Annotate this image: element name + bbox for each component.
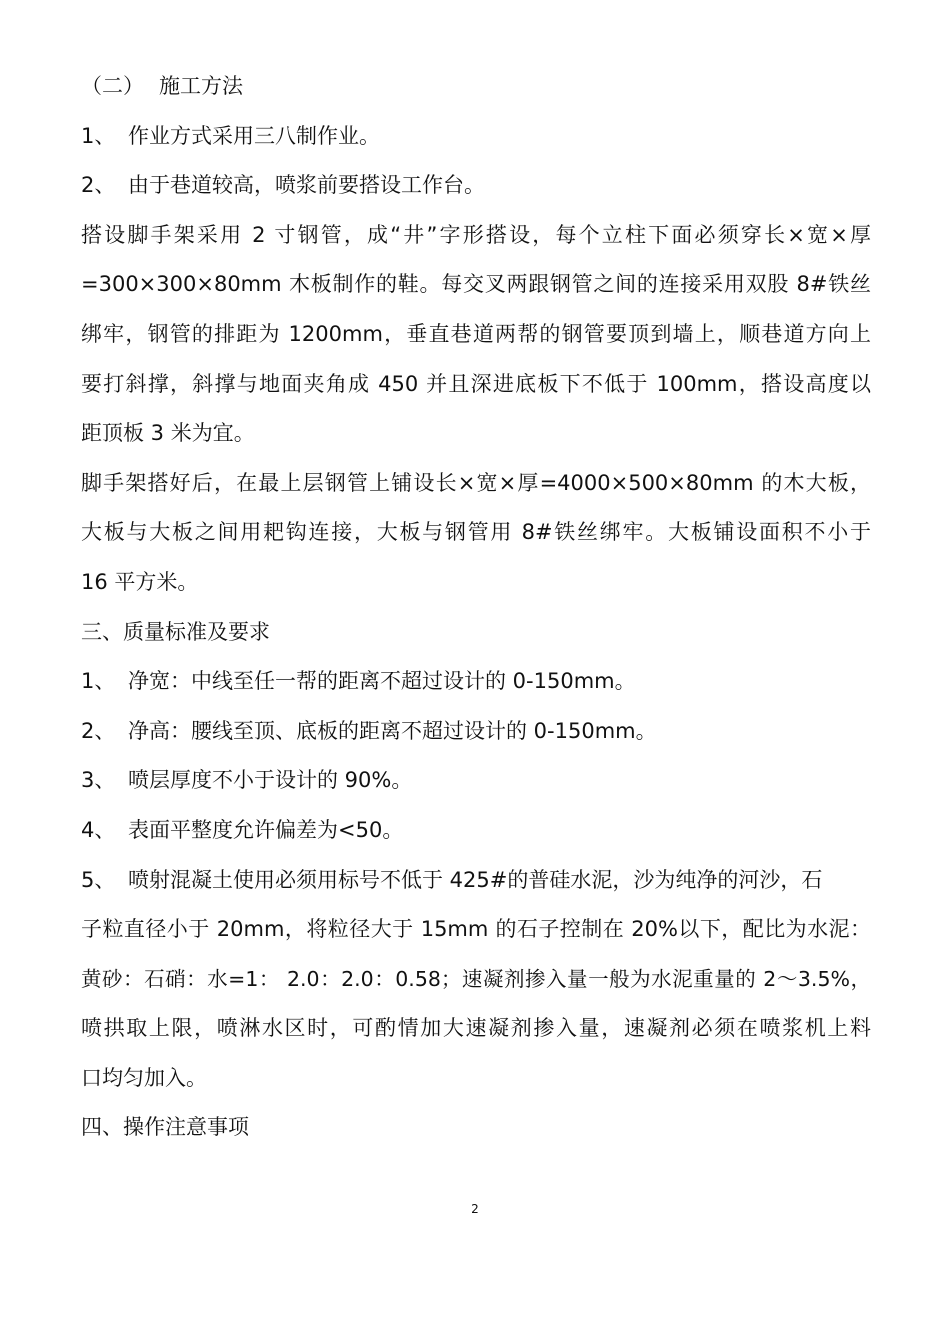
list-item (81, 112, 871, 162)
list-item-text: 由于巷道较高，喷浆前要搭设工作台。 (128, 173, 485, 198)
document-body (81, 62, 871, 1153)
list-item-text: 净高：腰线至顶、底板的距离不超过设计的 0-150mm。 (128, 718, 657, 743)
paragraph-line: 绑牢，钢管的排距为 1200mm，垂直巷道两帮的钢管要顶到墙上，顺巷道方向上 (81, 321, 871, 346)
list-item (81, 161, 871, 211)
list-item-text: 喷射混凝土使用必须用标号不低于 425#的普硅水泥，沙为纯净的河沙，石 (128, 867, 823, 892)
list-item-number: 4、 (81, 817, 116, 842)
list-item (81, 806, 871, 856)
paragraph-line: 口均匀加入。 (81, 1065, 207, 1090)
paragraph-line: 搭设脚手架采用 2 寸钢管，成“井”字形搭设，每个立柱下面必须穿长×宽×厚 (81, 222, 871, 247)
paragraph-line: 距顶板 3 米为宜。 (81, 421, 255, 446)
list-item-text: 喷层厚度不小于设计的 90%。 (128, 768, 413, 793)
paragraph-line: 喷拱取上限，喷淋水区时，可酌情加大速凝剂掺入量，速凝剂必须在喷浆机上料 (81, 1016, 871, 1041)
list-item (81, 657, 871, 707)
list-item-number: 2、 (81, 173, 116, 198)
list-item-number: 3、 (81, 768, 116, 793)
list-item-number: 2、 (81, 718, 116, 743)
paragraph-line: 脚手架搭好后，在最上层钢管上铺设长×宽×厚=4000×500×80mm 的木大板， (81, 470, 871, 495)
list-item (81, 707, 871, 757)
list-item-text: 表面平整度允许偏差为<50。 (128, 817, 404, 842)
list-item (81, 856, 871, 906)
list-item-number: 5、 (81, 867, 116, 892)
section-heading-quality: 三、质量标准及要求 (81, 619, 270, 644)
page-number: 2 (471, 1202, 479, 1216)
heading-prefix: （二） (81, 74, 144, 98)
list-item-text: 净宽：中线至任一帮的距离不超过设计的 0-150mm。 (128, 669, 636, 694)
section-heading-construction-method (81, 62, 871, 112)
list-item-text: 作业方式采用三八制作业。 (128, 123, 380, 148)
list-item-number: 1、 (81, 669, 116, 694)
list-item-number: 1、 (81, 123, 116, 148)
paragraph-line: 16 平方米。 (81, 569, 199, 594)
paragraph-line: =300×300×80mm 木板制作的鞋。每交叉两跟钢管之间的连接采用双股 8#铁丝 (81, 272, 871, 297)
paragraph-line: 子粒直径小于 20mm，将粒径大于 15mm 的石子控制在 20%以下，配比为水泥： (81, 917, 871, 942)
paragraph-line: 大板与大板之间用耙钩连接，大板与钢管用 8#铁丝绑牢。大板铺设面积不小于 (81, 520, 871, 545)
paragraph-line: 黄砂：石硝：水=1： 2.0：2.0：0.58；速凝剂掺入量一般为水泥重量的 2～3.5%， (81, 966, 871, 991)
heading-title: 施工方法 (159, 74, 243, 98)
paragraph-line: 要打斜撑，斜撑与地面夹角成 450 并且深进底板下不低于 100mm，搭设高度以 (81, 371, 871, 396)
list-item (81, 756, 871, 806)
section-heading-operation: 四、操作注意事项 (81, 1115, 249, 1140)
